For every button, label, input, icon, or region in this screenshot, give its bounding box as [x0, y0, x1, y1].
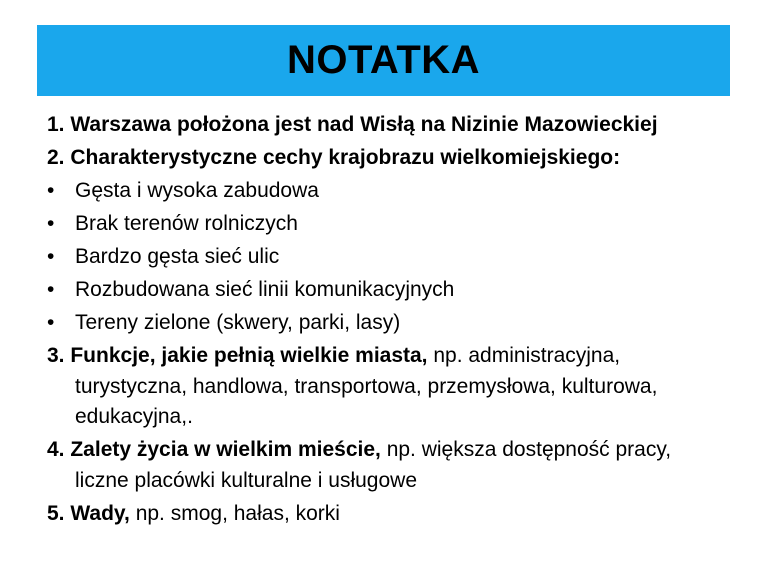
item-3 — [47, 341, 747, 433]
item-4 — [47, 435, 747, 496]
item-2: 2. Charakterystyczne cechy krajobrazu wielkomiejskiego: — [47, 146, 621, 169]
item-4-text-1: np. większa dostępność pracy, — [380, 438, 672, 461]
bullet-icon: • — [47, 212, 55, 235]
bullet-text: Bardzo gęsta sieć ulic — [75, 245, 280, 268]
bullet-icon: • — [47, 179, 55, 202]
item-3-text-3: edukacyjna,. — [75, 405, 193, 428]
bullet-item-3 — [47, 242, 747, 273]
item-1: 1. Warszawa położona jest nad Wisłą na Nizinie Mazowieckiej — [47, 113, 658, 136]
item-3-text-2: turystyczna, handlowa, transportowa, przemysłowa, kulturowa, — [75, 374, 658, 398]
bullet-item-2 — [47, 209, 747, 240]
page-title: NOTATKA — [286, 38, 481, 82]
item-5-text: np. smog, hałas, korki — [129, 501, 340, 525]
bullet-item-1 — [47, 176, 747, 207]
item-5-heading: 5. Wady, — [47, 501, 130, 525]
item-3-heading: 3. Funkcje, jakie pełnią wielkie miasta, — [47, 344, 428, 367]
bullet-text: Tereny zielone (skwery, parki, lasy) — [75, 311, 401, 334]
bullet-item-5 — [47, 308, 747, 339]
item-4-text-2: liczne placówki kulturalne i usługowe — [75, 468, 418, 492]
bullet-icon: • — [47, 311, 55, 334]
bullet-icon: • — [47, 278, 55, 301]
bullet-text: Rozbudowana sieć linii komunikacyjnych — [75, 278, 455, 301]
item-5 — [47, 499, 747, 530]
item-3-text-1: np. administracyjna, — [427, 344, 621, 367]
bullet-text: Gęsta i wysoka zabudowa — [75, 179, 319, 202]
item-4-heading: 4. Zalety życia w wielkim mieście, — [47, 438, 381, 461]
note-content — [47, 110, 747, 529]
title-bar — [37, 25, 730, 96]
bullet-item-4 — [47, 275, 747, 306]
bullet-text: Brak terenów rolniczych — [75, 212, 298, 235]
bullet-icon: • — [47, 245, 55, 268]
